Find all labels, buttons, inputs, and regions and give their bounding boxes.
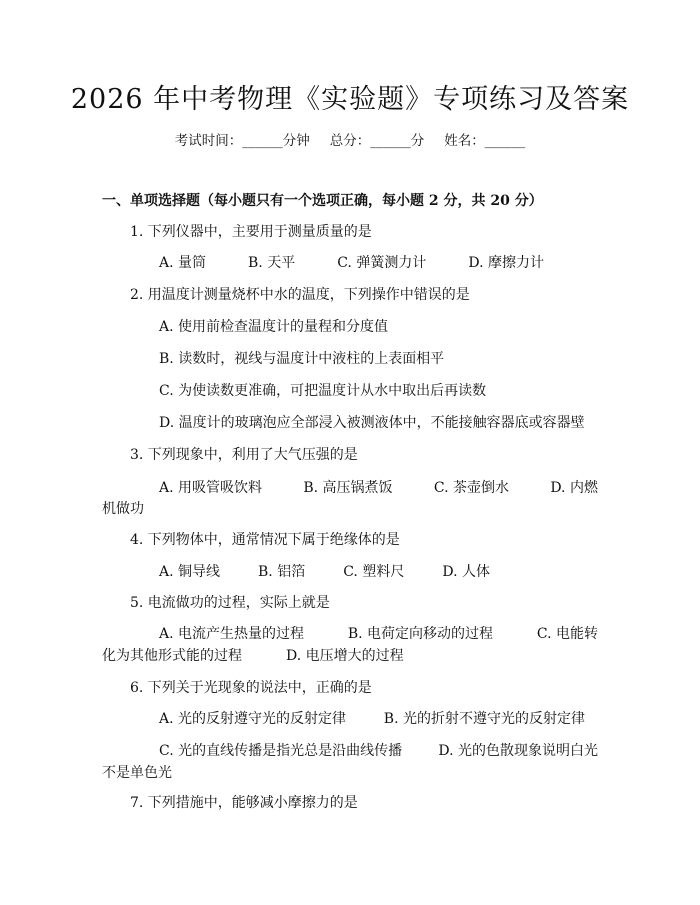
option-d: D. 摩擦力计 bbox=[468, 255, 544, 271]
option-row bbox=[159, 561, 600, 583]
option-a: A. 铜导线 bbox=[159, 564, 221, 580]
option-row bbox=[159, 740, 598, 762]
option-c: C. 光的直线传播是指光总是沿曲线传播 bbox=[159, 743, 403, 759]
exam-info-line bbox=[0, 130, 700, 152]
option-row bbox=[159, 252, 600, 274]
section-heading: 一、单项选择题（每小题只有一个选项正确，每小题 2 分，共 20 分） bbox=[102, 193, 543, 209]
option-b: B. 电荷定向移动的过程 bbox=[347, 626, 494, 642]
option-row bbox=[159, 623, 598, 645]
exam-time-field: 考试时间：______分钟 bbox=[174, 133, 310, 149]
option-continuation: 不是单色光 bbox=[102, 765, 172, 781]
option-a: A. 使用前检查温度计的量程和分度值 bbox=[159, 319, 389, 335]
option-c: C. 电能转 bbox=[536, 626, 598, 642]
total-score-field: 总分：______分 bbox=[329, 133, 425, 149]
student-name-field: 姓名：______ bbox=[444, 133, 526, 149]
question-stem: 7. 下列措施中，能够减小摩擦力的是 bbox=[130, 795, 358, 811]
option-d: D. 内燃 bbox=[550, 480, 598, 496]
page-title: 2026 年中考物理《实验题》专项练习及答案 bbox=[70, 84, 630, 115]
option-continuation: 机做功 bbox=[102, 501, 144, 517]
question-stem: 2. 用温度计测量烧杯中水的温度，下列操作中错误的是 bbox=[130, 287, 470, 303]
option-d: D. 电压增大的过程 bbox=[286, 648, 404, 664]
option-a: A. 光的反射遵守光的反射定律 bbox=[159, 711, 347, 727]
option-b: B. 高压锅煮饭 bbox=[303, 480, 393, 496]
option-d: D. 人体 bbox=[442, 564, 490, 580]
option-d: D. 光的色散现象说明白光 bbox=[438, 743, 598, 759]
option-row bbox=[159, 477, 598, 499]
option-c: C. 弹簧测力计 bbox=[337, 255, 427, 271]
question-stem: 3. 下列现象中，利用了大气压强的是 bbox=[130, 447, 358, 463]
option-b: B. 光的折射不遵守光的反射定律 bbox=[383, 711, 585, 727]
question-stem: 1. 下列仪器中，主要用于测量质量的是 bbox=[130, 224, 372, 240]
option-d: D. 温度计的玻璃泡应全部浸入被测液体中，不能接触容器底或容器壁 bbox=[159, 415, 585, 431]
option-a: A. 用吸管吸饮料 bbox=[159, 480, 263, 496]
option-continuation bbox=[102, 645, 404, 667]
option-b: B. 天平 bbox=[248, 255, 296, 271]
option-c: C. 茶壶倒水 bbox=[433, 480, 509, 496]
option-c: C. 为使读数更准确，可把温度计从水中取出后再读数 bbox=[159, 383, 487, 399]
question-stem: 6. 下列关于光现象的说法中，正确的是 bbox=[130, 680, 372, 696]
option-row bbox=[159, 708, 585, 730]
option-c: C. 塑料尺 bbox=[343, 564, 405, 580]
option-a: A. 量筒 bbox=[159, 255, 207, 271]
question-stem: 5. 电流做功的过程，实际上就是 bbox=[130, 595, 330, 611]
question-stem: 4. 下列物体中，通常情况下属于绝缘体的是 bbox=[130, 532, 400, 548]
option-c-continuation: 化为其他形式能的过程 bbox=[102, 648, 242, 664]
option-a: A. 电流产生热量的过程 bbox=[159, 626, 305, 642]
option-b: B. 读数时，视线与温度计中液柱的上表面相平 bbox=[159, 351, 445, 367]
option-b: B. 铝箔 bbox=[258, 564, 306, 580]
